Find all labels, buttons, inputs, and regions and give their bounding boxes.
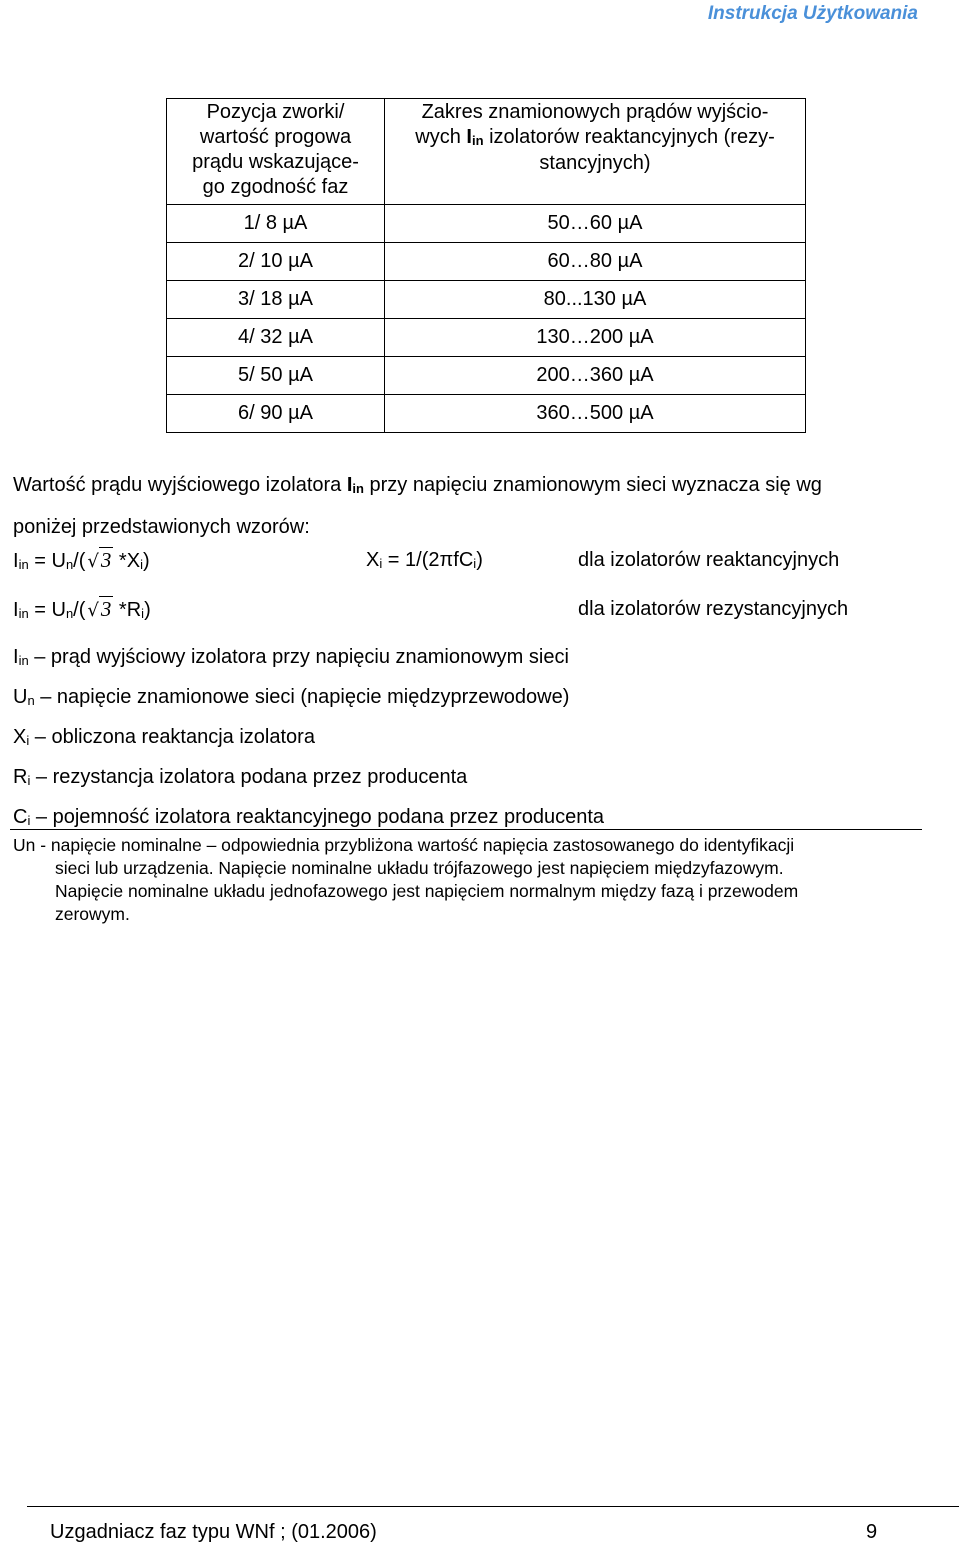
formula-text: ) <box>476 549 483 571</box>
symbol: I <box>13 550 19 572</box>
formula-text: = U <box>28 599 66 621</box>
symbol-sub: i <box>141 606 145 621</box>
symbol: X <box>366 549 380 571</box>
header-current-range <box>385 99 806 205</box>
header-line <box>385 125 805 151</box>
cell-range: 130…200 µA <box>385 319 806 357</box>
sqrt-symbol: √3 <box>87 548 112 572</box>
header-line: Pozycja zworki/ <box>206 101 345 123</box>
table-row <box>167 357 806 395</box>
symbol-i: I <box>346 474 353 496</box>
legend-symbol: U <box>13 686 28 708</box>
legend-item <box>13 798 604 838</box>
symbol-sub: in <box>471 133 484 148</box>
cell-range: 360…500 µA <box>385 395 806 433</box>
table-row <box>167 281 806 319</box>
legend-text: – pojemność izolatora reaktancyjnego podana przez producenta <box>30 806 605 828</box>
formula-resistive <box>13 597 151 624</box>
footer-divider <box>27 1506 959 1507</box>
table-row <box>167 395 806 433</box>
sqrt-argument: 3 <box>100 548 112 572</box>
sqrt-argument: 3 <box>100 597 112 621</box>
cell-position: 4/ 32 µA <box>167 319 385 357</box>
legend-item <box>13 758 604 798</box>
symbol: I <box>13 599 19 621</box>
note-divider <box>10 829 922 830</box>
cell-position: 1/ 8 µA <box>167 205 385 243</box>
formula-text: ) <box>144 599 151 621</box>
footnote-line: zerowym. <box>55 904 130 924</box>
table-row <box>167 205 806 243</box>
cell-range: 200…360 µA <box>385 357 806 395</box>
header-line: go zgodność faz <box>202 176 349 198</box>
footnote-line: Un - napięcie nominalne – odpowiednia przybliżona wartość napięcia zastosowanego do identyfikacji <box>13 835 795 855</box>
legend-text: – rezystancja izolatora podana przez producenta <box>30 766 468 788</box>
cell-range: 60…80 µA <box>385 243 806 281</box>
footnote <box>13 834 921 926</box>
legend-text: – prąd wyjściowy izolatora przy napięciu znamionowym sieci <box>28 646 569 668</box>
page-number: 9 <box>866 1521 878 1543</box>
cell-position: 5/ 50 µA <box>167 357 385 395</box>
legend-symbol: R <box>13 766 28 788</box>
legend-item <box>13 678 604 718</box>
cell-position: 3/ 18 µA <box>167 281 385 319</box>
footnote-line: sieci lub urządzenia. Napięcie nominalne układu trójfazowego jest napięciem międzyfazowym. <box>55 858 784 878</box>
intro-text: Wartość prądu wyjściowego izolatora <box>13 474 347 496</box>
formula-text: /( <box>73 599 86 621</box>
formula-text: = 1/(2πfC <box>382 549 474 571</box>
legend-text: – napięcie znamionowe sieci (napięcie międzyprzewodowe) <box>34 686 570 708</box>
legend-item <box>13 718 604 758</box>
jumper-threshold-table <box>166 98 806 433</box>
footnote-line: Napięcie nominalne układu jednofazowego jest napięciem normalnym między fazą i przewodem <box>55 881 799 901</box>
symbol-sub: n <box>65 557 74 572</box>
formula-resistive-desc: dla izolatorów rezystancyjnych <box>578 598 849 620</box>
legend-item <box>13 638 604 678</box>
header-line: Zakres znamionowych prądów wyjścio- <box>421 101 769 123</box>
document-header-title: Instrukcja Użytkowania <box>707 3 918 24</box>
sqrt-symbol: √3 <box>87 597 112 621</box>
legend-symbol-sub: in <box>18 653 29 668</box>
legend-symbol-sub: i <box>27 813 31 828</box>
symbol-sub: in <box>18 606 29 621</box>
formula-reactance <box>366 548 483 574</box>
table-row <box>167 319 806 357</box>
header-jumper-position <box>167 99 385 205</box>
legend-symbol: C <box>13 806 28 828</box>
header-line: stancyjnych) <box>539 152 651 174</box>
formula-text: /( <box>73 550 86 572</box>
header-line: wartość progowa <box>199 126 352 148</box>
header-text: wych <box>415 126 467 148</box>
header-text: izolatorów reaktancyjnych (rezy- <box>483 126 775 148</box>
footer-document-title: Uzgadniacz faz typu WNf ; (01.2006) <box>50 1521 377 1543</box>
header-line: prądu wskazujące- <box>192 151 359 173</box>
cell-range: 80...130 µA <box>385 281 806 319</box>
intro-line: poniżej przedstawionych wzorów: <box>13 516 310 538</box>
formula-text: *R <box>113 599 142 621</box>
symbol-sub: in <box>352 481 364 496</box>
formula-text: *X <box>113 550 141 572</box>
table-header-row <box>167 99 806 205</box>
cell-position: 6/ 90 µA <box>167 395 385 433</box>
symbol-sub: i <box>473 556 477 571</box>
legend-symbol: I <box>13 646 19 668</box>
symbol-i: I <box>466 126 472 148</box>
symbol-sub: n <box>65 606 74 621</box>
cell-position: 2/ 10 µA <box>167 243 385 281</box>
legend-symbol-sub: n <box>27 693 35 708</box>
cell-range: 50…60 µA <box>385 205 806 243</box>
symbol-sub: in <box>18 557 29 572</box>
intro-paragraph <box>13 465 822 547</box>
table-row <box>167 243 806 281</box>
symbol-legend <box>13 638 604 838</box>
formula-text: = U <box>28 550 66 572</box>
legend-text: – obliczona reaktancja izolatora <box>29 726 315 748</box>
legend-symbol: X <box>13 726 27 748</box>
legend-symbol-sub: i <box>26 733 30 748</box>
symbol-sub: i <box>379 556 383 571</box>
symbol-sub: i <box>140 557 143 572</box>
intro-text: przy napięciu znamionowym sieci wyznacza się wg <box>363 474 822 496</box>
formula-text: ) <box>142 550 150 572</box>
formula-reactive <box>13 548 150 575</box>
intro-line <box>13 465 822 507</box>
formula-reactive-desc: dla izolatorów reaktancyjnych <box>578 549 840 571</box>
legend-symbol-sub: i <box>27 773 31 788</box>
